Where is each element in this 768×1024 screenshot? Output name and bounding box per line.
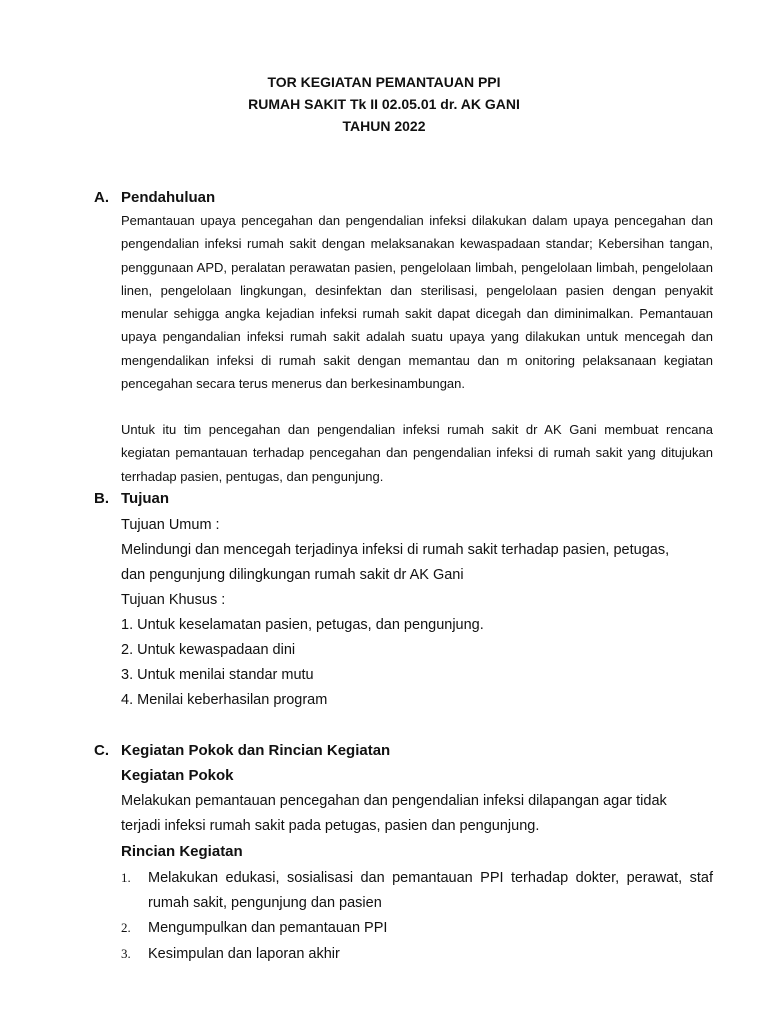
doc-title-line-3: TAHUN 2022: [342, 118, 426, 134]
rincian-kegiatan-heading: Rincian Kegiatan: [121, 843, 243, 860]
kegiatan-pokok-text-line-2: terjadi infeksi rumah sakit pada petugas, pasien dan pengunjung.: [121, 818, 540, 834]
rincian-item-number: 1.: [121, 870, 131, 885]
section-a-heading: Pendahuluan: [121, 189, 216, 206]
section-c-heading: Kegiatan Pokok dan Rincian Kegiatan: [121, 742, 391, 759]
doc-title-line-2: RUMAH SAKIT Tk II 02.05.01 dr. AK GANI: [248, 96, 520, 112]
rincian-item-number: 2.: [121, 920, 131, 935]
section-b-letter: B.: [94, 490, 109, 507]
tujuan-khusus-item: 2. Untuk kewaspadaan dini: [121, 642, 296, 658]
section-c-letter: C.: [94, 742, 109, 759]
section-a-paragraph-2: Untuk itu tim pencegahan dan pengendalian infeksi rumah sakit dr AK Gani membuat rencana kegiatan pemantauan terhadap pencegahan dan pengendalian infeksi di rumah sakit yang ditujukan terrhadap pasien, pentugas, dan pengunjung.: [121, 422, 713, 484]
rincian-item-text: Kesimpulan dan laporan akhir: [148, 946, 340, 962]
rincian-item-text: Mengumpulkan dan pemantauan PPI: [148, 920, 388, 936]
tujuan-umum-text-line-1: Melindungi dan mencegah terjadinya infeksi di rumah sakit terhadap pasien, petugas,: [121, 542, 670, 558]
doc-title-line-1: TOR KEGIATAN PEMANTAUAN PPI: [267, 74, 501, 90]
tujuan-khusus-label: Tujuan Khusus :: [121, 592, 226, 608]
tujuan-khusus-item: 4. Menilai keberhasilan program: [121, 692, 328, 708]
tujuan-umum-label: Tujuan Umum :: [121, 517, 220, 533]
tujuan-khusus-item: 1. Untuk keselamatan pasien, petugas, dan pengunjung.: [121, 617, 484, 633]
rincian-item-text: Melakukan edukasi, sosialisasi dan pemantauan PPI terhadap dokter, perawat, staf rumah sakit, pengunjung dan pasien: [148, 870, 713, 911]
section-a-paragraph-1: Pemantauan upaya pencegahan dan pengendalian infeksi dilakukan dalam upaya pencegahan dan pengendalian infeksi rumah sakit dengan melaksanakan kewaspadaan standar; Kebersihan tangan, penggunaan APD, peralatan perawatan pasien, pengelolaan limbah, pengelolaan limbah, pengelolaan linen, pengelolaan lingkungan, desinfektan dan sterilisasi, pengelolaan pasien dengan penyakit menular sehigga angka kejadian infeksi rumah sakit dapat dicegah dan diminimalkan. Pemantauan upaya pengandalian infeksi rumah sakit adalah suatu upaya yang dilakukan untuk mencegah dan mengendalikan infeksi di rumah sakit dengan memantau dan m onitoring pelaksanaan kegiatan pencegahan secara terus menerus dan berkesinambungan.: [121, 213, 713, 392]
tujuan-umum-text-line-2: dan pengunjung dilingkungan rumah sakit dr AK Gani: [121, 567, 464, 583]
section-a-letter: A.: [94, 189, 109, 206]
section-b-heading: Tujuan: [121, 490, 170, 507]
tujuan-khusus-item: 3. Untuk menilai standar mutu: [121, 667, 314, 683]
kegiatan-pokok-heading: Kegiatan Pokok: [121, 767, 234, 784]
kegiatan-pokok-text-line-1: Melakukan pemantauan pencegahan dan pengendalian infeksi dilapangan agar tidak: [121, 793, 667, 809]
rincian-item-number: 3.: [121, 946, 131, 961]
